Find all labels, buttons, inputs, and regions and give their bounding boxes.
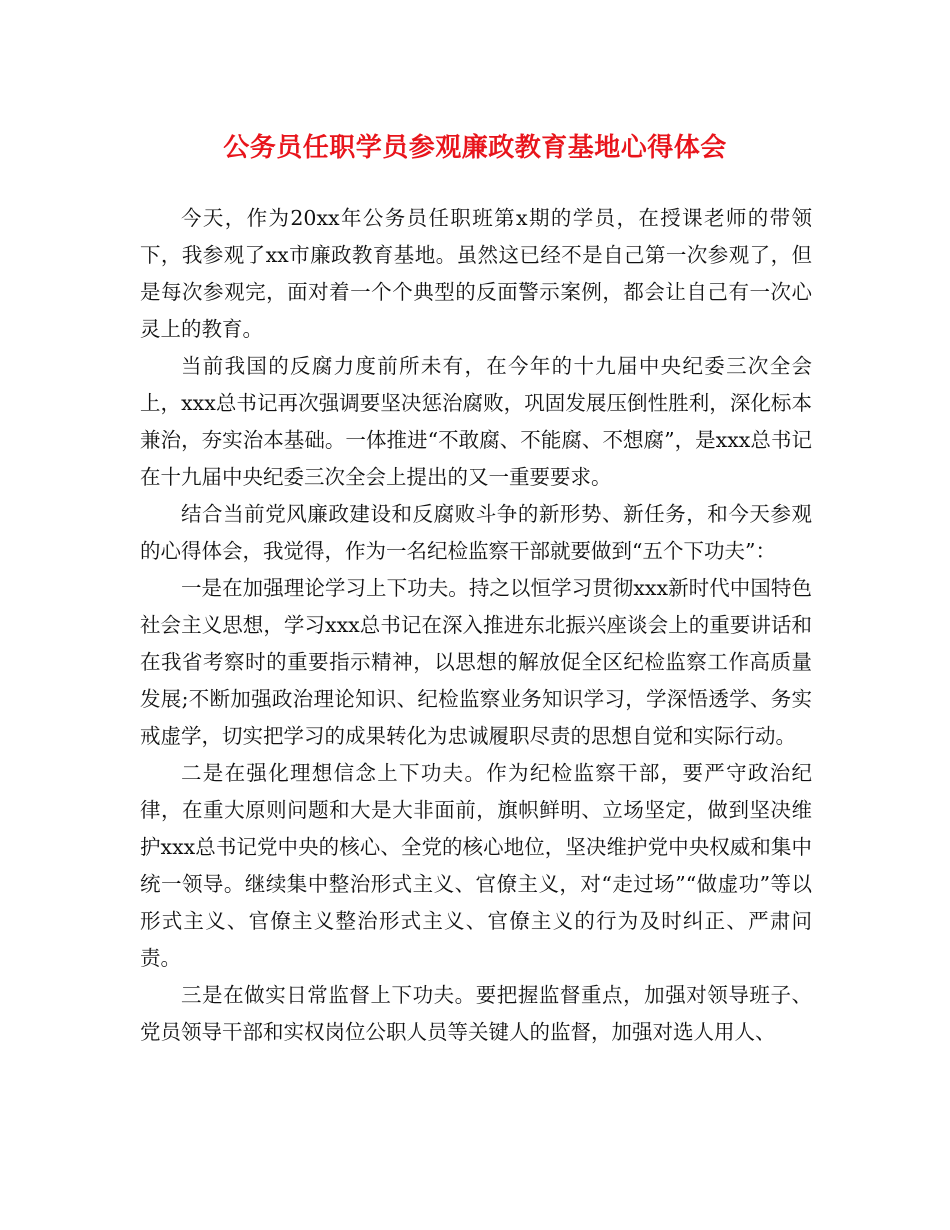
paragraph-theory-study: 一是在加强理论学习上下功夫。持之以恒学习贯彻xxx新时代中国特色社会主义思想，学习xxx总书记在深入推进东北振兴座谈会上的重要讲话和在我省考察时的重要指示精神，以思想的解放促全区纪检监察工作高质量发展;不断加强政治理论知识、纪检监察业务知识学习，学深悟透学、务实戒虚学，切实把学习的成果转化为忠诚履职尽责的思想自觉和实际行动。	[140, 576, 812, 748]
paragraph-ideals-beliefs: 二是在强化理想信念上下功夫。作为纪检监察干部，要严守政治纪律，在重大原则问题和大是大非面前，旗帜鲜明、立场坚定，做到坚决维护xxx总书记党中央的核心、全党的核心地位，坚决维护党中央权威和集中统一领导。继续集中整治形式主义、官僚主义，对“走过场”“做虚功”等以形式主义、官僚主义整治形式主义、官僚主义的行为及时纠正、严肃问责。	[140, 761, 812, 970]
paragraph-five-efforts: 结合当前党风廉政建设和反腐败斗争的新形势、新任务，和今天参观的心得体会，我觉得，作为一名纪检监察干部就要做到“五个下功夫”：	[140, 502, 812, 563]
paragraph-daily-supervision: 三是在做实日常监督上下功夫。要把握监督重点，加强对领导班子、党员领导干部和实权岗位公职人员等关键人的监督，加强对选人用人、	[140, 983, 812, 1044]
paragraph-intro: 今天，作为20xx年公务员任职班第x期的学员，在授课老师的带领下，我参观了xx市廉政教育基地。虽然这已经不是自己第一次参观了，但是每次参观完，面对着一个个典型的反面警示案例，都会让自己有一次心灵上的教育。	[140, 206, 812, 341]
paragraph-anti-corruption: 当前我国的反腐力度前所未有，在今年的十九届中央纪委三次全会上，xxx总书记再次强调要坚决惩治腐败，巩固发展压倒性胜利，深化标本兼治，夯实治本基础。一体推进“不敢腐、不能腐、不想腐”，是xxx总书记在十九届中央纪委三次全会上提出的又一重要要求。	[140, 354, 812, 489]
document-body	[140, 200, 812, 1051]
document-title: 公务员任职学员参观廉政教育基地心得体会	[223, 133, 727, 163]
